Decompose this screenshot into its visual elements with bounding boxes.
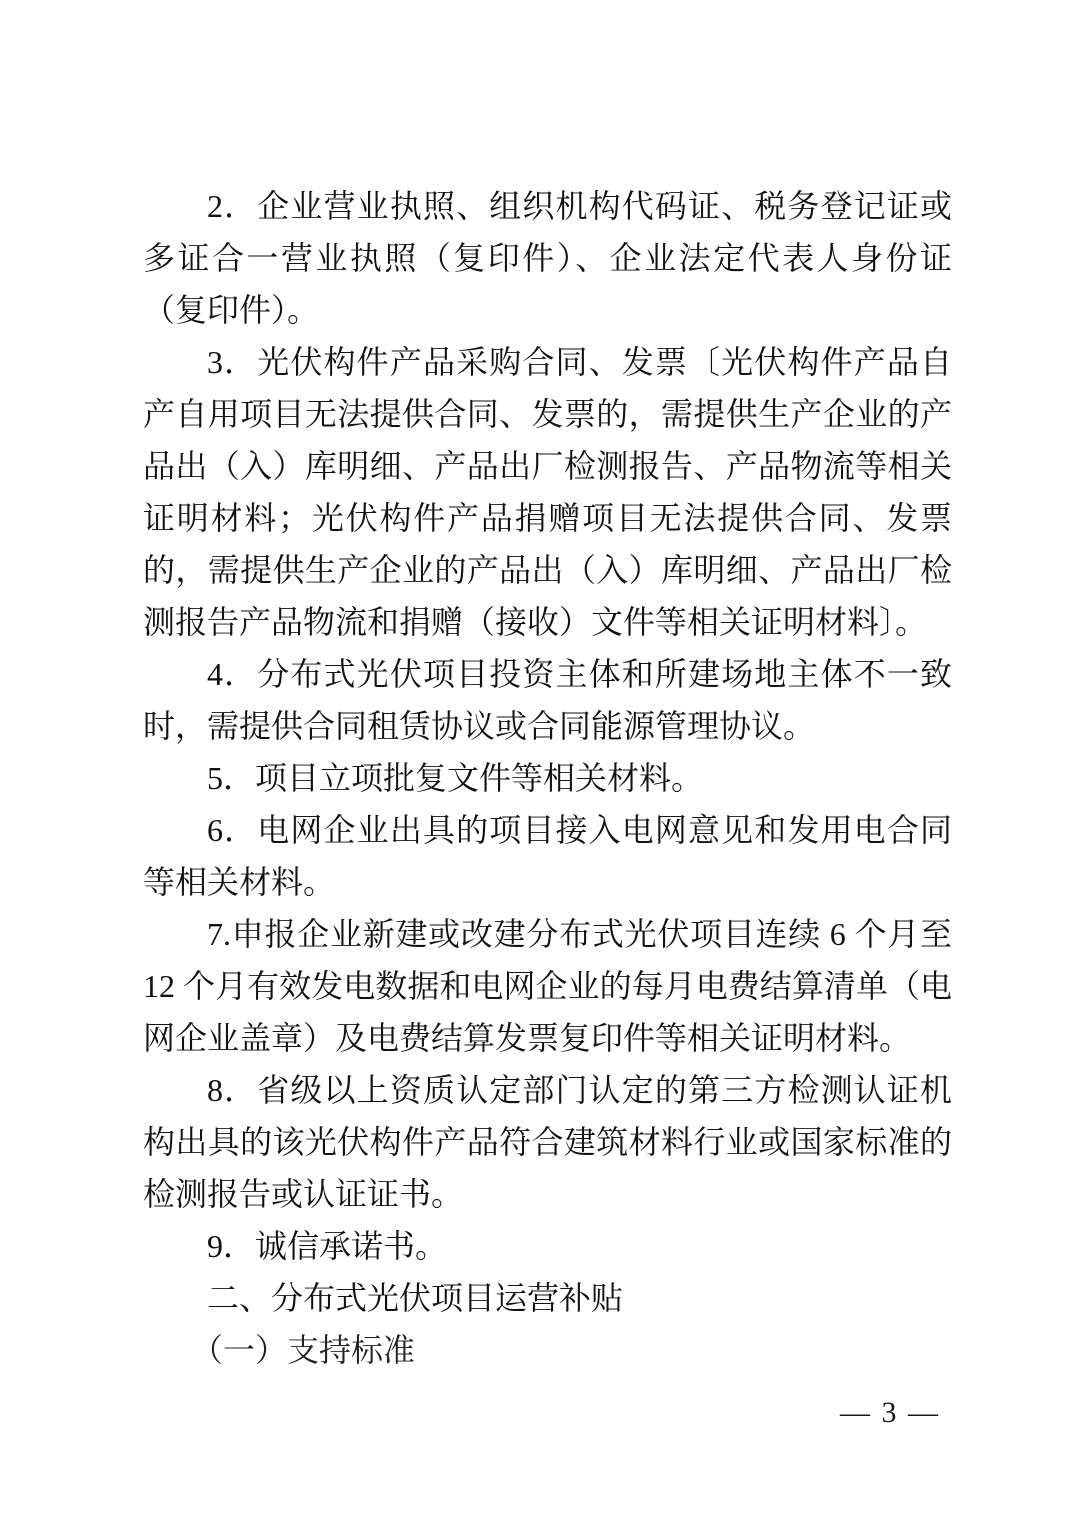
- subsection-heading: （一）支持标准: [191, 1332, 416, 1368]
- page-footer: [0, 1390, 1080, 1436]
- para-item-7: 7.申报企业新建或改建分布式光伏项目连续 6 个月至 12 个月有效发电数据和电网企业的每月电费结算清单（电网企业盖章）及电费结算发票复印件等相关证明材料。: [143, 916, 952, 1056]
- para-item-9: 9．诚信承诺书。: [207, 1228, 448, 1264]
- section-heading: 二、分布式光伏项目运营补贴: [207, 1280, 624, 1316]
- para-item-3: 3．光伏构件产品采购合同、发票〔光伏构件产品自产自用项目无法提供合同、发票的，需提供生产企业的产品出（入）库明细、产品出厂检测报告、产品物流等相关证明材料；光伏构件产品捐赠项目无法提供合同、发票的，需提供生产企业的产品出（入）库明细、产品出厂检测报告产品物流和捐赠（接收）文件等相关证明材料〕。: [143, 344, 952, 640]
- para-item-6: 6．电网企业出具的项目接入电网意见和发用电合同等相关材料。: [143, 812, 952, 900]
- para-item-4: 4．分布式光伏项目投资主体和所建场地主体不一致时，需提供合同租赁协议或合同能源管理协议。: [143, 656, 952, 744]
- page-number: — 3 —: [840, 1396, 940, 1429]
- para-item-5: 5．项目立项批复文件等相关材料。: [207, 760, 704, 796]
- para-item-8: 8．省级以上资质认定部门认定的第三方检测认证机构出具的该光伏构件产品符合建筑材料行业或国家标准的检测报告或认证证书。: [143, 1072, 952, 1212]
- para-item-2: 2．企业营业执照、组织机构代码证、税务登记证或多证合一营业执照（复印件）、企业法定代表人身份证（复印件）。: [143, 188, 952, 328]
